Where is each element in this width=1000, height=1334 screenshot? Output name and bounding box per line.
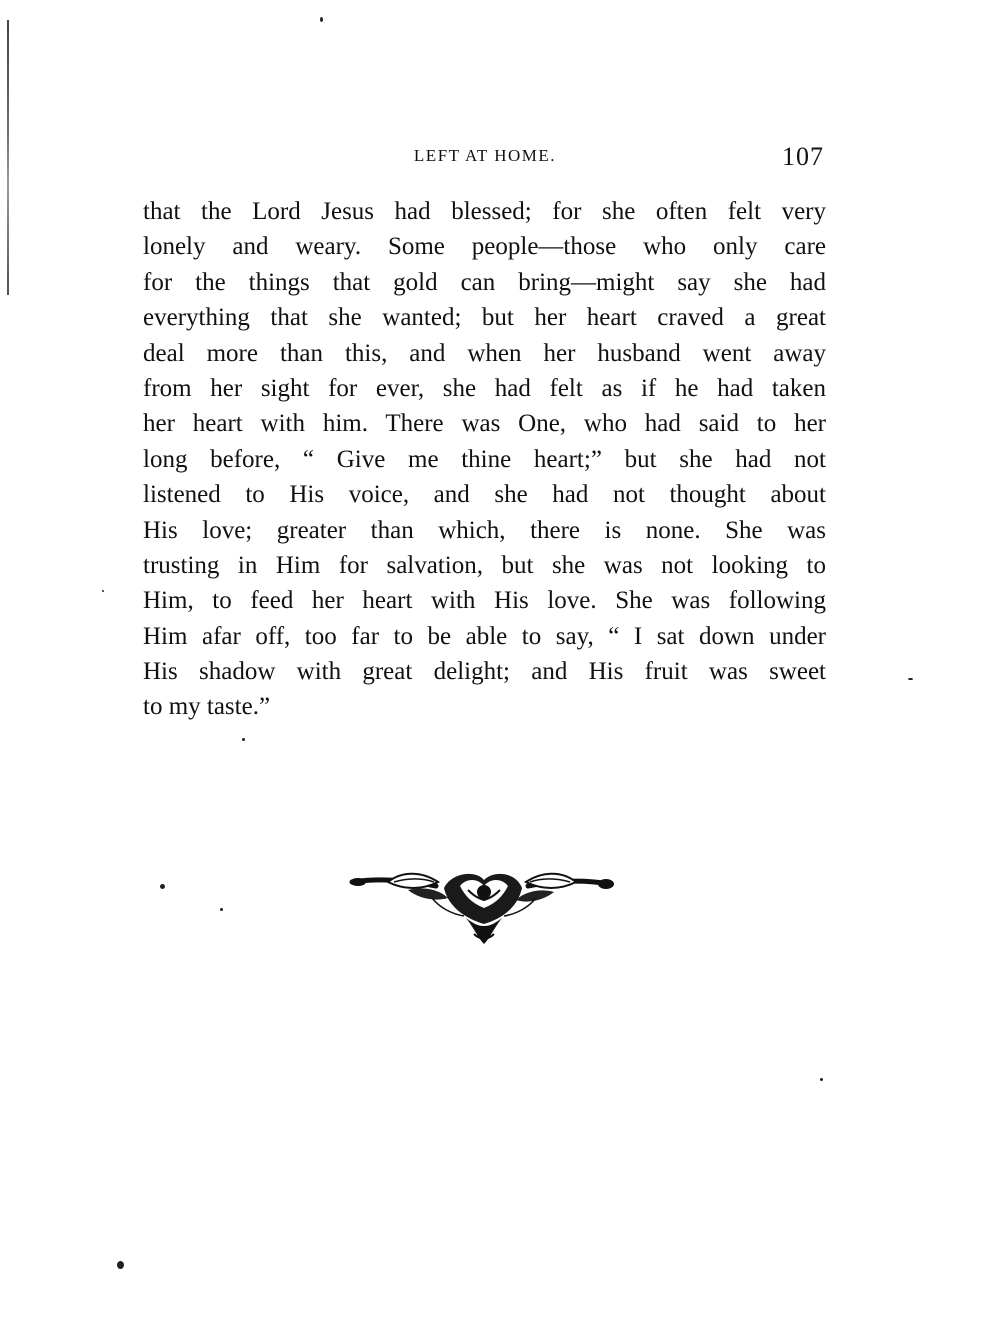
body-paragraph — [143, 194, 826, 725]
paper-speck — [160, 884, 165, 889]
paper-speck — [908, 678, 913, 680]
text-line: her heart with him. There was One, who had said to her — [143, 410, 826, 438]
text-line: Him afar off, too far to be able to say, “ I sat down under — [143, 622, 826, 650]
paper-speck — [102, 590, 104, 592]
text-line: from her sight for ever, she had felt as if he had taken — [143, 374, 826, 402]
paper-speck — [220, 908, 223, 911]
paper-speck — [320, 17, 323, 22]
text-line: lonely and weary. Some people—those who only care — [143, 233, 826, 261]
text-line: for the things that gold can bring—might say she had — [143, 268, 826, 296]
paper-speck — [117, 1261, 124, 1269]
running-head — [140, 142, 830, 176]
text-line: deal more than this, and when her husband went away — [143, 339, 826, 367]
running-title: LEFT AT HOME. — [413, 146, 557, 165]
floral-tailpiece-ornament-icon — [348, 868, 616, 948]
text-line: His shadow with great delight; and His fruit was sweet — [143, 658, 826, 686]
paper-speck — [242, 738, 245, 741]
text-line: trusting in Him for salvation, but she was not looking to — [143, 551, 826, 579]
paper-speck — [820, 1078, 823, 1081]
page-number: 107 — [782, 142, 824, 171]
text-line: listened to His voice, and she had not thought about — [143, 481, 826, 509]
text-line: His love; greater than which, there is none. She was — [143, 516, 826, 544]
text-line: long before, “ Give me thine heart;” but she had not — [143, 445, 826, 473]
text-line: that the Lord Jesus had blessed; for she often felt very — [143, 198, 826, 225]
text-line: to my taste.” — [143, 693, 271, 721]
text-line: everything that she wanted; but her heart craved a great — [143, 304, 826, 332]
scan-edge-line — [7, 20, 9, 295]
text-line: Him, to feed her heart with His love. She was following — [143, 587, 826, 615]
